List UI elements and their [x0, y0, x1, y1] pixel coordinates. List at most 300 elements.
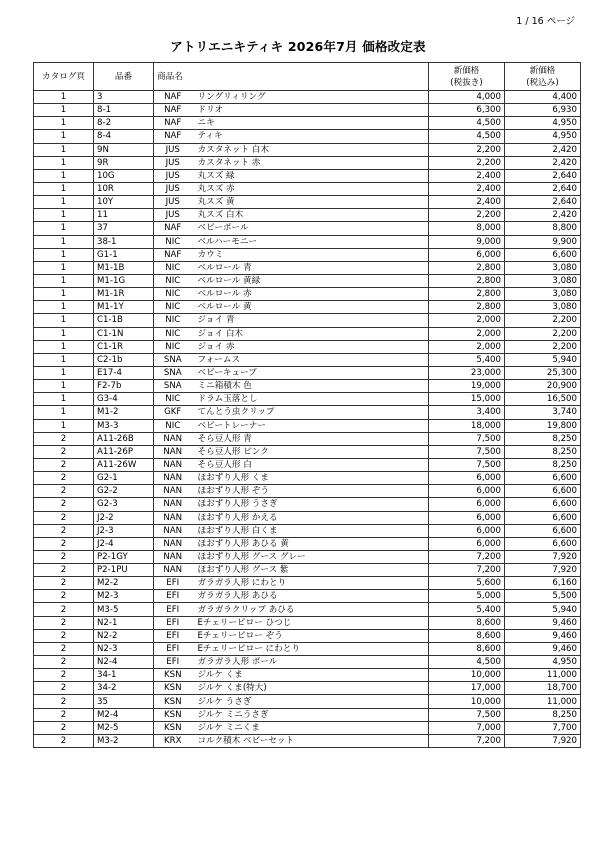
cell-product-name: ベビーボール — [192, 222, 429, 235]
table-row — [34, 537, 581, 550]
cell-catalog-page: 1 — [34, 327, 94, 340]
cell-catalog-page: 2 — [34, 498, 94, 511]
table-row — [34, 419, 581, 432]
cell-price-excl: 7,500 — [429, 708, 505, 721]
cell-item-no: E17-4 — [94, 366, 154, 379]
cell-price-excl: 5,400 — [429, 353, 505, 366]
table-row — [34, 695, 581, 708]
cell-price-incl: 3,080 — [505, 274, 581, 287]
cell-price-incl: 5,500 — [505, 590, 581, 603]
cell-catalog-page: 2 — [34, 511, 94, 524]
cell-catalog-page: 1 — [34, 419, 94, 432]
cell-maker: NAN — [154, 511, 192, 524]
cell-price-excl: 7,500 — [429, 458, 505, 471]
cell-maker: NIC — [154, 314, 192, 327]
cell-price-excl: 7,200 — [429, 550, 505, 563]
cell-maker: NIC — [154, 340, 192, 353]
cell-price-incl: 8,250 — [505, 458, 581, 471]
cell-catalog-page: 1 — [34, 314, 94, 327]
cell-item-no: A11-26B — [94, 432, 154, 445]
cell-maker: NAF — [154, 104, 192, 117]
table-row — [34, 721, 581, 734]
cell-maker: NAN — [154, 485, 192, 498]
cell-maker: NAN — [154, 550, 192, 563]
cell-item-no: N2-3 — [94, 642, 154, 655]
cell-price-excl: 8,600 — [429, 642, 505, 655]
cell-catalog-page: 1 — [34, 366, 94, 379]
table-row — [34, 656, 581, 669]
cell-price-excl: 2,200 — [429, 143, 505, 156]
cell-catalog-page: 2 — [34, 669, 94, 682]
cell-maker: NIC — [154, 419, 192, 432]
cell-maker: KSN — [154, 695, 192, 708]
cell-product-name: ティキ — [192, 130, 429, 143]
cell-maker: NAF — [154, 91, 192, 104]
cell-item-no: 10R — [94, 182, 154, 195]
cell-catalog-page: 2 — [34, 458, 94, 471]
cell-price-incl: 3,080 — [505, 288, 581, 301]
cell-price-incl: 7,920 — [505, 564, 581, 577]
cell-catalog-page: 2 — [34, 642, 94, 655]
cell-maker: KSN — [154, 682, 192, 695]
cell-price-excl: 2,800 — [429, 261, 505, 274]
cell-price-incl: 6,600 — [505, 498, 581, 511]
cell-price-excl: 2,400 — [429, 169, 505, 182]
cell-product-name: ほおずり人形 グース グレー — [192, 550, 429, 563]
cell-catalog-page: 1 — [34, 380, 94, 393]
cell-price-incl: 2,420 — [505, 143, 581, 156]
table-row — [34, 445, 581, 458]
cell-product-name: カウミ — [192, 248, 429, 261]
cell-catalog-page: 1 — [34, 130, 94, 143]
table-row — [34, 734, 581, 747]
cell-product-name: ガラガラクリップ あひる — [192, 603, 429, 616]
cell-price-incl: 6,600 — [505, 485, 581, 498]
cell-price-excl: 7,000 — [429, 721, 505, 734]
table-row — [34, 314, 581, 327]
cell-item-no: P2-1GY — [94, 550, 154, 563]
cell-product-name: ベルロール 黄緑 — [192, 274, 429, 287]
cell-price-excl: 2,400 — [429, 182, 505, 195]
cell-item-no: M1-1B — [94, 261, 154, 274]
cell-item-no: G1-1 — [94, 248, 154, 261]
cell-item-no: M3-5 — [94, 603, 154, 616]
cell-price-incl: 4,950 — [505, 130, 581, 143]
table-row — [34, 603, 581, 616]
table-row — [34, 182, 581, 195]
cell-price-incl: 9,460 — [505, 616, 581, 629]
cell-maker: JUS — [154, 156, 192, 169]
cell-product-name: ベビーキューブ — [192, 366, 429, 379]
cell-item-no: 8-1 — [94, 104, 154, 117]
cell-catalog-page: 2 — [34, 564, 94, 577]
cell-maker: NIC — [154, 261, 192, 274]
table-body — [34, 91, 581, 748]
cell-item-no: M2-2 — [94, 577, 154, 590]
cell-maker: EFI — [154, 656, 192, 669]
cell-product-name: ほおずり人形 かえる — [192, 511, 429, 524]
cell-catalog-page: 2 — [34, 616, 94, 629]
cell-product-name: ほおずり人形 あひる 黄 — [192, 537, 429, 550]
cell-maker: NAN — [154, 524, 192, 537]
cell-catalog-page: 1 — [34, 353, 94, 366]
cell-catalog-page: 2 — [34, 708, 94, 721]
cell-price-incl: 6,600 — [505, 472, 581, 485]
cell-item-no: 3 — [94, 91, 154, 104]
cell-item-no: M3-2 — [94, 734, 154, 747]
cell-product-name: ベルロール 青 — [192, 261, 429, 274]
cell-price-excl: 6,000 — [429, 524, 505, 537]
cell-item-no: M1-1R — [94, 288, 154, 301]
cell-price-excl: 5,000 — [429, 590, 505, 603]
cell-item-no: 35 — [94, 695, 154, 708]
cell-price-incl: 11,000 — [505, 695, 581, 708]
cell-price-excl: 5,400 — [429, 603, 505, 616]
cell-catalog-page: 1 — [34, 288, 94, 301]
cell-catalog-page: 1 — [34, 169, 94, 182]
table-row — [34, 616, 581, 629]
cell-product-name: リングリィリング — [192, 91, 429, 104]
cell-price-incl: 9,460 — [505, 629, 581, 642]
cell-maker: EFI — [154, 629, 192, 642]
cell-price-excl: 17,000 — [429, 682, 505, 695]
cell-price-excl: 4,500 — [429, 117, 505, 130]
cell-product-name: Eチェリーピロー にわとり — [192, 642, 429, 655]
cell-price-excl: 6,000 — [429, 472, 505, 485]
table-row — [34, 380, 581, 393]
cell-price-incl: 20,900 — [505, 380, 581, 393]
cell-maker: NAN — [154, 445, 192, 458]
cell-catalog-page: 1 — [34, 393, 94, 406]
cell-catalog-page: 1 — [34, 182, 94, 195]
cell-item-no: N2-2 — [94, 629, 154, 642]
cell-item-no: A11-26P — [94, 445, 154, 458]
cell-price-excl: 7,200 — [429, 564, 505, 577]
table-row — [34, 629, 581, 642]
cell-price-incl: 7,700 — [505, 721, 581, 734]
table-row — [34, 104, 581, 117]
table-row — [34, 274, 581, 287]
cell-maker: NIC — [154, 235, 192, 248]
table-row — [34, 406, 581, 419]
cell-catalog-page: 1 — [34, 406, 94, 419]
cell-item-no: 9R — [94, 156, 154, 169]
cell-price-incl: 6,600 — [505, 524, 581, 537]
cell-maker: NAN — [154, 472, 192, 485]
cell-item-no: 8-2 — [94, 117, 154, 130]
cell-item-no: G3-4 — [94, 393, 154, 406]
cell-item-no: C2-1b — [94, 353, 154, 366]
cell-product-name: てんとう虫クリップ — [192, 406, 429, 419]
page-number: 1 / 16 ページ — [516, 16, 575, 27]
cell-item-no: N2-4 — [94, 656, 154, 669]
cell-product-name: ほおずり人形 くま — [192, 472, 429, 485]
cell-price-incl: 2,200 — [505, 314, 581, 327]
table-row — [34, 196, 581, 209]
cell-maker: EFI — [154, 590, 192, 603]
cell-price-excl: 6,300 — [429, 104, 505, 117]
cell-price-excl: 7,500 — [429, 445, 505, 458]
cell-product-name: ジョイ 赤 — [192, 340, 429, 353]
cell-maker: NIC — [154, 393, 192, 406]
cell-price-incl: 6,600 — [505, 537, 581, 550]
cell-item-no: A11-26W — [94, 458, 154, 471]
cell-maker: NAN — [154, 432, 192, 445]
cell-maker: JUS — [154, 169, 192, 182]
cell-product-name: ジルケ うさぎ — [192, 695, 429, 708]
cell-maker: NIC — [154, 274, 192, 287]
cell-price-incl: 2,200 — [505, 327, 581, 340]
cell-item-no: 34-2 — [94, 682, 154, 695]
cell-catalog-page: 1 — [34, 91, 94, 104]
cell-price-excl: 5,600 — [429, 577, 505, 590]
cell-price-incl: 2,420 — [505, 209, 581, 222]
cell-price-incl: 3,740 — [505, 406, 581, 419]
cell-item-no: M2-3 — [94, 590, 154, 603]
cell-price-excl: 2,200 — [429, 156, 505, 169]
cell-price-incl: 16,500 — [505, 393, 581, 406]
cell-product-name: カスタネット 赤 — [192, 156, 429, 169]
cell-maker: SNA — [154, 353, 192, 366]
cell-price-incl: 3,080 — [505, 301, 581, 314]
cell-item-no: F2-7b — [94, 380, 154, 393]
cell-product-name: ほおずり人形 白くま — [192, 524, 429, 537]
cell-item-no: 37 — [94, 222, 154, 235]
cell-price-excl: 4,500 — [429, 656, 505, 669]
cell-price-excl: 7,200 — [429, 734, 505, 747]
cell-catalog-page: 1 — [34, 222, 94, 235]
cell-price-excl: 15,000 — [429, 393, 505, 406]
cell-product-name: Eチェリーピロー ぞう — [192, 629, 429, 642]
cell-price-incl: 2,640 — [505, 169, 581, 182]
cell-maker: JUS — [154, 143, 192, 156]
table-row — [34, 669, 581, 682]
cell-maker: NIC — [154, 301, 192, 314]
cell-maker: EFI — [154, 642, 192, 655]
cell-catalog-page: 1 — [34, 209, 94, 222]
cell-price-excl: 6,000 — [429, 511, 505, 524]
cell-price-incl: 2,640 — [505, 182, 581, 195]
cell-price-incl: 6,600 — [505, 248, 581, 261]
cell-catalog-page: 2 — [34, 656, 94, 669]
cell-item-no: 10Y — [94, 196, 154, 209]
cell-catalog-page: 1 — [34, 143, 94, 156]
cell-price-incl: 7,920 — [505, 734, 581, 747]
header-price-excl-note: (税抜き) — [450, 77, 483, 88]
cell-product-name: ほおずり人形 グース 紫 — [192, 564, 429, 577]
cell-product-name: 丸スズ 緑 — [192, 169, 429, 182]
cell-price-incl: 9,460 — [505, 642, 581, 655]
cell-catalog-page: 1 — [34, 104, 94, 117]
table-row — [34, 353, 581, 366]
cell-catalog-page: 2 — [34, 445, 94, 458]
cell-price-excl: 23,000 — [429, 366, 505, 379]
table-row — [34, 288, 581, 301]
cell-product-name: ベビートレーナー — [192, 419, 429, 432]
table-row — [34, 222, 581, 235]
cell-price-excl: 4,500 — [429, 130, 505, 143]
cell-price-incl: 25,300 — [505, 366, 581, 379]
header-price-incl-label: 新価格 — [529, 65, 556, 76]
cell-price-excl: 6,000 — [429, 498, 505, 511]
table-row — [34, 91, 581, 104]
cell-price-incl: 2,200 — [505, 340, 581, 353]
cell-product-name: ミニ箱積木 色 — [192, 380, 429, 393]
cell-price-incl: 11,000 — [505, 669, 581, 682]
cell-price-incl: 18,700 — [505, 682, 581, 695]
cell-item-no: M2-4 — [94, 708, 154, 721]
table-row — [34, 642, 581, 655]
cell-price-excl: 10,000 — [429, 695, 505, 708]
cell-price-excl: 2,800 — [429, 301, 505, 314]
cell-price-incl: 4,400 — [505, 91, 581, 104]
header-price-excl-label: 新価格 — [453, 65, 480, 76]
header-price-incl — [505, 63, 581, 91]
cell-catalog-page: 2 — [34, 603, 94, 616]
table-row — [34, 169, 581, 182]
cell-price-incl: 6,930 — [505, 104, 581, 117]
document-title: アトリエニキティキ 2026年7月 価格改定表 — [170, 39, 426, 54]
cell-item-no: 38-1 — [94, 235, 154, 248]
cell-price-incl: 8,250 — [505, 445, 581, 458]
table-row — [34, 432, 581, 445]
header-price-excl — [429, 63, 505, 91]
cell-product-name: ジョイ 白木 — [192, 327, 429, 340]
cell-catalog-page: 2 — [34, 590, 94, 603]
cell-product-name: カスタネット 白木 — [192, 143, 429, 156]
cell-maker: NAF — [154, 130, 192, 143]
cell-maker: KSN — [154, 721, 192, 734]
cell-catalog-page: 1 — [34, 274, 94, 287]
cell-item-no: M1-2 — [94, 406, 154, 419]
cell-maker: NAN — [154, 537, 192, 550]
cell-item-no: 10G — [94, 169, 154, 182]
cell-item-no: N2-1 — [94, 616, 154, 629]
cell-maker: EFI — [154, 577, 192, 590]
cell-maker: KRX — [154, 734, 192, 747]
cell-price-excl: 4,000 — [429, 91, 505, 104]
cell-catalog-page: 1 — [34, 340, 94, 353]
table-row — [34, 564, 581, 577]
cell-maker: NAN — [154, 564, 192, 577]
cell-catalog-page: 2 — [34, 432, 94, 445]
cell-product-name: ジョイ 青 — [192, 314, 429, 327]
cell-maker: NIC — [154, 288, 192, 301]
table-header-row — [34, 63, 581, 91]
table-row — [34, 156, 581, 169]
table-row — [34, 458, 581, 471]
table-row — [34, 130, 581, 143]
cell-maker: SNA — [154, 380, 192, 393]
cell-item-no: 11 — [94, 209, 154, 222]
table-row — [34, 708, 581, 721]
cell-maker: KSN — [154, 669, 192, 682]
cell-catalog-page: 1 — [34, 248, 94, 261]
cell-item-no: M1-1Y — [94, 301, 154, 314]
price-table — [33, 62, 581, 748]
cell-maker: JUS — [154, 209, 192, 222]
cell-price-excl: 2,000 — [429, 327, 505, 340]
cell-product-name: ほおずり人形 うさぎ — [192, 498, 429, 511]
table-row — [34, 301, 581, 314]
cell-product-name: ベルロール 黄 — [192, 301, 429, 314]
cell-product-name: 丸スズ 黄 — [192, 196, 429, 209]
header-item-no: 品番 — [94, 63, 154, 91]
cell-product-name: コルク積木 ベビーセット — [192, 734, 429, 747]
cell-catalog-page: 1 — [34, 117, 94, 130]
cell-product-name: ベルハーモニー — [192, 235, 429, 248]
cell-price-excl: 9,000 — [429, 235, 505, 248]
cell-product-name: ジルケ ミニうさぎ — [192, 708, 429, 721]
cell-price-incl: 5,940 — [505, 353, 581, 366]
cell-maker: JUS — [154, 182, 192, 195]
cell-catalog-page: 1 — [34, 301, 94, 314]
cell-item-no: J2-4 — [94, 537, 154, 550]
cell-maker: JUS — [154, 196, 192, 209]
cell-catalog-page: 2 — [34, 682, 94, 695]
cell-product-name: ジルケ くま — [192, 669, 429, 682]
cell-product-name: ドラム玉落とし — [192, 393, 429, 406]
cell-price-incl: 6,160 — [505, 577, 581, 590]
cell-price-excl: 3,400 — [429, 406, 505, 419]
table-row — [34, 261, 581, 274]
cell-price-incl: 19,800 — [505, 419, 581, 432]
cell-price-excl: 2,800 — [429, 274, 505, 287]
cell-product-name: ニキ — [192, 117, 429, 130]
cell-maker: EFI — [154, 603, 192, 616]
cell-item-no: 9N — [94, 143, 154, 156]
cell-product-name: ほおずり人形 ぞう — [192, 485, 429, 498]
cell-product-name: Eチェリーピロー ひつじ — [192, 616, 429, 629]
cell-maker: EFI — [154, 616, 192, 629]
cell-catalog-page: 2 — [34, 577, 94, 590]
table-row — [34, 393, 581, 406]
cell-price-incl: 4,950 — [505, 117, 581, 130]
cell-price-incl: 5,940 — [505, 603, 581, 616]
cell-price-excl: 2,000 — [429, 340, 505, 353]
cell-price-excl: 2,200 — [429, 209, 505, 222]
cell-price-incl: 9,900 — [505, 235, 581, 248]
cell-price-excl: 8,600 — [429, 616, 505, 629]
cell-product-name: ドリオ — [192, 104, 429, 117]
cell-item-no: 34-1 — [94, 669, 154, 682]
header-price-incl-note: (税込み) — [526, 77, 559, 88]
cell-catalog-page: 2 — [34, 472, 94, 485]
cell-price-excl: 8,600 — [429, 629, 505, 642]
cell-product-name: ジルケ くま(特大) — [192, 682, 429, 695]
table-row — [34, 235, 581, 248]
cell-item-no: G2-3 — [94, 498, 154, 511]
cell-product-name: ガラガラ人形 あひる — [192, 590, 429, 603]
table-row — [34, 143, 581, 156]
cell-product-name: ガラガラ人形 ボール — [192, 656, 429, 669]
cell-maker: NAN — [154, 458, 192, 471]
table-row — [34, 327, 581, 340]
table-row — [34, 524, 581, 537]
cell-product-name: 丸スズ 赤 — [192, 182, 429, 195]
cell-item-no: 8-4 — [94, 130, 154, 143]
cell-item-no: P2-1PU — [94, 564, 154, 577]
cell-item-no: M1-1G — [94, 274, 154, 287]
cell-product-name: そら豆人形 青 — [192, 432, 429, 445]
cell-price-excl: 2,800 — [429, 288, 505, 301]
table-row — [34, 248, 581, 261]
cell-product-name: そら豆人形 ピンク — [192, 445, 429, 458]
cell-price-excl: 7,500 — [429, 432, 505, 445]
cell-maker: KSN — [154, 708, 192, 721]
table-row — [34, 340, 581, 353]
cell-item-no: G2-1 — [94, 472, 154, 485]
